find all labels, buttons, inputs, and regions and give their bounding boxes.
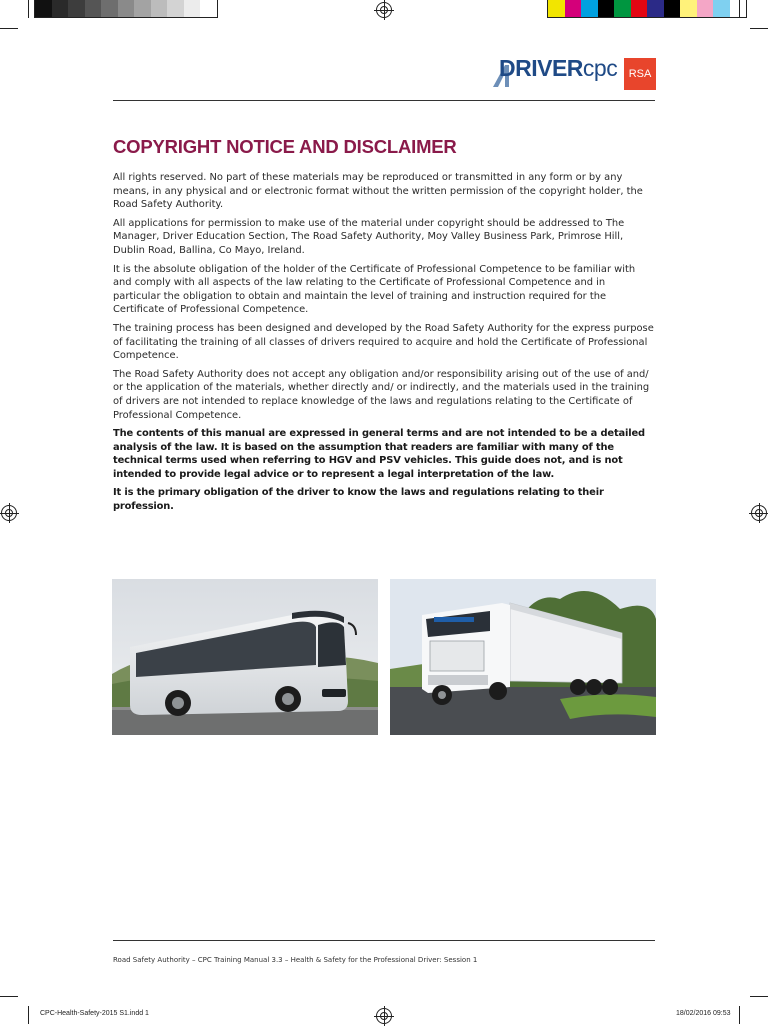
slug-timestamp: 18/02/2016 09:53 <box>676 1010 731 1017</box>
registration-mark-bottom <box>376 1008 392 1024</box>
color-swatch <box>713 0 730 17</box>
driver-cpc-logo <box>493 55 656 95</box>
header-divider <box>113 100 655 101</box>
rsa-logo-text: RSA <box>628 68 652 80</box>
paragraph: All applications for permission to make use of the material under copyright should be addressed to The Manager, Driver Education Section, The Road Safety Authority, Moy Valley Business Park, Primrose Hill, Dublin Road, Ballina, Co Mayo, Ireland. <box>113 217 625 256</box>
color-swatch <box>565 0 582 17</box>
color-swatch <box>730 0 747 17</box>
grey-calibration-bar <box>34 0 218 18</box>
crop-mark <box>0 996 18 997</box>
logo-wordmark <box>499 55 617 81</box>
paragraph: All rights reserved. No part of these materials may be reproduced or transmitted in any form or by any means, in any physical and or electronic format without the written permission of the copyright holder, the Road Safety Authority. <box>113 172 643 211</box>
paragraph: It is the absolute obligation of the holder of the Certificate of Professional Competence to be familiar with and comply with all aspects of the law relating to the Certificate of Professional Competence and in particular the obligation to obtain and maintain the level of training and instruction required for the Certificate of Professional Competence. <box>113 263 636 316</box>
grey-swatch <box>35 0 52 17</box>
color-swatch <box>548 0 565 17</box>
grey-swatch <box>167 0 184 17</box>
registration-mark-top <box>376 2 392 18</box>
logo-driver-text: DRIVER <box>499 55 583 81</box>
grey-swatch <box>200 0 217 17</box>
color-swatch <box>697 0 714 17</box>
truck-photo <box>390 579 656 735</box>
bold-paragraph: The contents of this manual are expressed in general terms and are not intended to be a detailed analysis of the law. It is based on the assumption that readers are familiar with many of the technical terms used when referring to HGV and PSV vehicles. This guide does not, and is not intended to provide legal advice or to represent a legal interpretation of the law. <box>113 428 645 480</box>
crop-mark <box>28 0 29 18</box>
bold-paragraph: It is the primary obligation of the driver to know the laws and regulations relating to their profession. <box>113 487 604 513</box>
crop-mark <box>739 0 740 18</box>
crop-mark <box>739 1006 740 1024</box>
color-swatch <box>581 0 598 17</box>
grey-swatch <box>85 0 102 17</box>
color-swatch <box>631 0 648 17</box>
logo-cpc-text: cpc <box>582 55 618 81</box>
registration-mark-right <box>751 505 767 521</box>
crop-mark <box>750 996 768 997</box>
color-calibration-bar <box>547 0 747 18</box>
coach-bus-photo <box>112 579 378 735</box>
grey-swatch <box>118 0 135 17</box>
grey-swatch <box>151 0 168 17</box>
color-swatch <box>598 0 615 17</box>
grey-swatch <box>101 0 118 17</box>
grey-swatch <box>52 0 69 17</box>
registration-mark-left <box>1 505 17 521</box>
color-swatch <box>647 0 664 17</box>
page-title: COPYRIGHT NOTICE AND DISCLAIMER <box>113 136 457 157</box>
crop-mark <box>28 1006 29 1024</box>
rsa-logo <box>624 58 656 90</box>
paragraph: The Road Safety Authority does not accept any obligation and/or responsibility arising out of the use of and/ or the application of the materials, whether directly and/ or indirectly, and the materials used in the training of drivers are not intended to replace knowledge of the laws and regulations relating to the Certificate of Professional Competence. <box>113 368 650 421</box>
grey-swatch <box>184 0 201 17</box>
crop-mark <box>0 28 18 29</box>
document-body <box>113 171 655 519</box>
slug-filename: CPC-Health-Safety-2015 S1.indd 1 <box>40 1010 149 1017</box>
color-swatch <box>680 0 697 17</box>
footer-text: Road Safety Authority – CPC Training Manual 3.3 – Health & Safety for the Professional Driver: Session 1 <box>113 956 478 964</box>
grey-swatch <box>134 0 151 17</box>
grey-swatch <box>68 0 85 17</box>
color-swatch <box>664 0 681 17</box>
crop-mark <box>750 28 768 29</box>
color-swatch <box>614 0 631 17</box>
paragraph: The training process has been designed and developed by the Road Safety Authority for the express purpose of facilitating the training of all classes of drivers required to acquire and hold the Certificate of Professional Competence. <box>113 322 654 362</box>
footer-divider <box>113 940 655 941</box>
